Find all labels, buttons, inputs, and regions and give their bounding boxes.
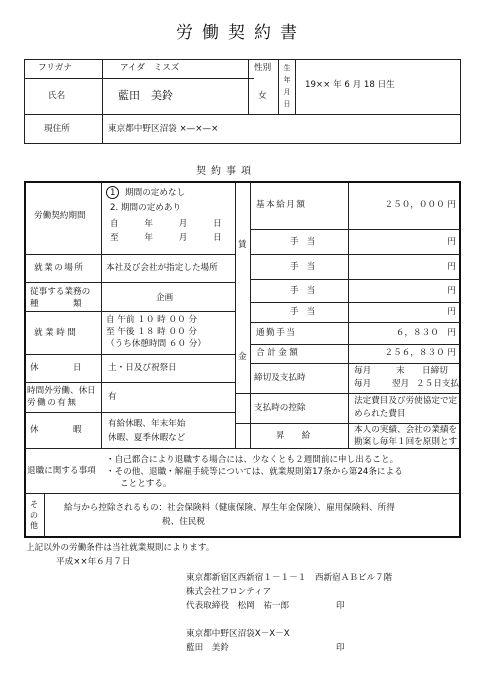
leave-line-1: 有給休暇、年末年始 — [108, 419, 186, 429]
overtime-label-1: 時間外労働、休日 — [27, 386, 96, 396]
company-name: 株式会社フロンティア — [186, 587, 272, 597]
footer-note: 上記以外の労働条件は当社就業規則によります。 — [26, 543, 215, 553]
closing-label: 締切及支払時 — [254, 373, 306, 383]
total-value: ２５６，８３０ 円 — [384, 348, 456, 358]
allowance-value-3: 円 — [447, 286, 456, 296]
raise-line-2: 勘案し毎年１回を原則とす — [354, 437, 458, 447]
retirement-line-2: ・その他、退職・解雇手続等については、就業規則第17条から第24条による — [106, 467, 403, 477]
company-representative: 代表取締役 松岡 祐一郎 — [186, 601, 290, 611]
birth-value: 19×× 年 6 月 18 日生 — [305, 80, 395, 90]
hours-line-2: 至 午後 １８ 時 ００ 分 — [106, 327, 198, 337]
leave-line-2: 休暇、夏季休暇など — [108, 433, 186, 443]
raise-line-1: 本人の実績、会社の業績を — [354, 425, 458, 435]
overtime-value: 有 — [108, 392, 117, 402]
workplace-value: 本社及び会社が指定した場所 — [106, 263, 218, 273]
allowance-label-3: 手当 — [290, 286, 324, 296]
base-salary-label: 基本給月額 — [256, 200, 307, 210]
period-option1: 期間の定めなし — [125, 188, 186, 198]
retirement-line-3: こととする。 — [120, 479, 172, 489]
employee-seal: 印 — [336, 643, 345, 653]
allowance-label-4: 手当 — [290, 307, 324, 317]
other-line-1: 給与から控除されるもの：社会保険料（健康保険、厚生年金保険）、雇用保険料、所得 — [64, 503, 395, 513]
section-title: 契約事項 — [196, 166, 256, 177]
commute-value: ６，８３０ 円 — [395, 328, 456, 338]
hours-line-3: （うち休憩時間 ６０ 分） — [106, 339, 206, 349]
hours-line-1: 自 午前 １０ 時 ００ 分 — [106, 315, 198, 325]
wage-side-label-2: 金 — [238, 352, 247, 362]
address-label: 現住所 — [44, 124, 70, 134]
closing-line-2b: 翌月 — [392, 379, 410, 389]
period-from: 自 年 月 日 — [110, 219, 222, 229]
furigana-value: アイダ ミスズ — [120, 63, 180, 73]
allowance-label-1: 手当 — [290, 237, 324, 247]
other-label: その他 — [30, 500, 38, 530]
name-label: 氏名 — [48, 91, 66, 101]
employee-name: 藍田 美鈴 — [186, 643, 229, 653]
overtime-label-2: 労働の有無 — [27, 398, 78, 408]
other-line-2: 税、住民税 — [162, 517, 205, 527]
company-seal: 印 — [336, 601, 345, 611]
personal-info-table — [24, 59, 461, 144]
raise-label: 昇 給 — [276, 431, 311, 441]
company-address: 東京都新宿区西新宿１－１－１ 西新宿ＡＢビル７階 — [186, 573, 393, 583]
commute-label: 通勤手当 — [256, 328, 297, 338]
gender-label: 性別 — [254, 63, 272, 73]
allowance-label-2: 手当 — [290, 262, 324, 272]
total-label: 合計金額 — [256, 348, 301, 358]
period-option1-num: 1 — [110, 188, 116, 198]
address-value: 東京都中野区沼袋 ×—×—× — [108, 124, 219, 134]
retirement-line-1: ・自己都合により退職する場合には、少なくとも２週間前に申し出ること。 — [106, 455, 399, 465]
closing-line-1a: 毎月 — [354, 366, 372, 376]
birth-label: 生年月日 — [283, 64, 291, 108]
retirement-label: 退職に関する事項 — [27, 466, 96, 476]
holiday-value: 土・日及び祝祭日 — [108, 363, 177, 373]
hours-label: 就業時間 — [34, 328, 79, 338]
gender-value: 女 — [258, 91, 267, 101]
allowance-value-4: 円 — [447, 307, 456, 317]
duty-value: 企画 — [156, 293, 174, 303]
period-option2: 2. 期間の定めあり — [110, 203, 182, 213]
deduction-label: 支払時の控除 — [254, 403, 306, 413]
allowance-value-1: 円 — [447, 237, 456, 247]
contract-date: 平成××年６月７日 — [56, 557, 131, 567]
wage-side-label-1: 賃 — [238, 240, 247, 250]
allowance-value-2: 円 — [447, 262, 456, 272]
duty-label-1: 従事する業務の — [30, 287, 91, 297]
leave-label: 休 暇 — [30, 425, 82, 435]
holiday-label: 休 日 — [30, 363, 82, 373]
period-to: 至 年 月 日 — [110, 233, 222, 243]
name-value: 藍田 美鈴 — [118, 89, 173, 102]
deduction-line-1: 法定費目及び労使協定で定 — [354, 396, 458, 406]
duty-label-2: 種 類 — [30, 299, 82, 309]
closing-line-2c: ２５日支払 — [416, 379, 459, 389]
closing-line-2a: 毎月 — [354, 379, 372, 389]
deduction-line-2: められた費目 — [354, 409, 406, 419]
document-title: 労働契約書 — [176, 23, 306, 43]
base-salary-value: ２５０，０００ 円 — [384, 200, 456, 210]
furigana-label: フリガナ — [38, 63, 72, 73]
employee-address: 東京都中野区沼袋X－X－X — [186, 629, 290, 639]
closing-line-1c: 日締切 — [422, 366, 448, 376]
workplace-label: 就業の場所 — [34, 263, 85, 273]
period-label: 労働契約期間 — [34, 211, 86, 221]
closing-line-1b: 末 — [396, 366, 405, 376]
